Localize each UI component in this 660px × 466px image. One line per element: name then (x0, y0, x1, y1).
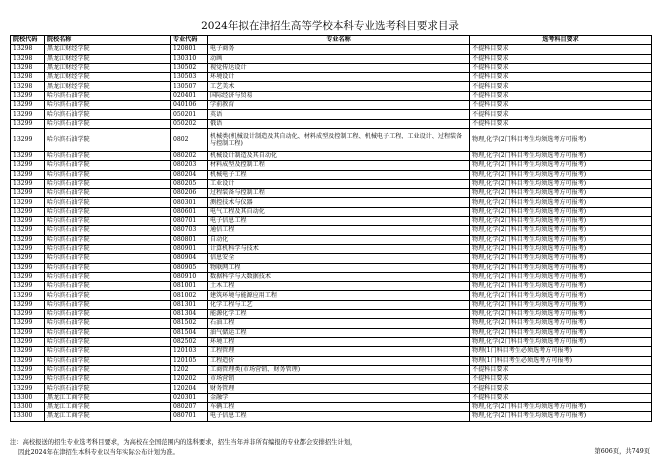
school-code-cell: 13299 (11, 375, 45, 384)
major-name-cell: 化学工程与工艺 (208, 300, 470, 309)
school-name-cell: 哈尔滨石油学院 (45, 384, 171, 393)
table-row (11, 82, 652, 91)
table-row (11, 291, 652, 300)
major-name-cell: 俄语 (208, 119, 470, 128)
major-code-cell: 080202 (171, 151, 208, 160)
table-row (11, 217, 652, 226)
major-name-cell: 视觉传达设计 (208, 63, 470, 72)
major-code-cell: 120103 (171, 347, 208, 356)
requirement-cell: 物理,化学(2门科目考生均须选考方可报考) (470, 263, 652, 272)
requirement-cell: 物理(1门科目考生必须选考方可报考) (470, 347, 652, 356)
major-name-cell: 英语 (208, 110, 470, 119)
major-name-cell: 国际经济与贸易 (208, 91, 470, 100)
school-code-cell: 13299 (11, 217, 45, 226)
major-code-cell: 080301 (171, 198, 208, 207)
major-code-cell: 080701 (171, 412, 208, 421)
major-name-cell: 工商管理类(市场营销、财务管理) (208, 365, 470, 374)
major-code-cell: 080207 (171, 402, 208, 411)
major-name-cell: 土木工程 (208, 282, 470, 291)
school-code-cell: 13298 (11, 45, 45, 54)
school-code-cell: 13299 (11, 101, 45, 110)
major-code-cell: 081502 (171, 319, 208, 328)
major-name-cell: 机械设计制造及其自动化 (208, 151, 470, 160)
major-code-cell: 080203 (171, 161, 208, 170)
school-code-cell: 13298 (11, 54, 45, 63)
requirement-cell: 物理,化学(2门科目考生均须选考方可报考) (470, 207, 652, 216)
major-name-cell: 自动化 (208, 235, 470, 244)
major-code-cell: 130310 (171, 54, 208, 63)
major-name-cell: 工业设计 (208, 179, 470, 188)
major-code-cell: 040106 (171, 101, 208, 110)
table-row (11, 319, 652, 328)
major-code-cell: 130507 (171, 82, 208, 91)
school-name-cell: 哈尔滨石油学院 (45, 207, 171, 216)
school-name-cell: 黑龙江工商学院 (45, 412, 171, 421)
requirement-cell: 物理,化学(2门科目考生均须选考方可报考) (470, 272, 652, 281)
requirement-cell: 物理,化学(2门科目考生均须选考方可报考) (470, 198, 652, 207)
requirement-cell: 不提科目要求 (470, 91, 652, 100)
major-name-cell: 数据科学与大数据技术 (208, 272, 470, 281)
school-code-cell: 13299 (11, 198, 45, 207)
requirement-cell: 物理,化学(2门科目考生均须选考方可报考) (470, 151, 652, 160)
requirement-cell: 物理(1门科目考生必须选考方可报考) (470, 356, 652, 365)
major-code-cell: 120202 (171, 375, 208, 384)
header-school-name: 院校名称 (45, 36, 171, 45)
school-name-cell: 哈尔滨石油学院 (45, 110, 171, 119)
school-name-cell: 黑龙江工商学院 (45, 393, 171, 402)
footnote-line-2: 因此2024年在津招生本科专业以当年实际公布计划为准。 (18, 448, 179, 456)
requirement-cell: 不提科目要求 (470, 73, 652, 82)
school-code-cell: 13299 (11, 151, 45, 160)
major-name-cell: 物联网工程 (208, 263, 470, 272)
requirement-cell: 物理,化学(2门科目考生均须选考方可报考) (470, 161, 652, 170)
school-name-cell: 哈尔滨石油学院 (45, 337, 171, 346)
school-code-cell: 13299 (11, 226, 45, 235)
school-code-cell: 13299 (11, 119, 45, 128)
school-name-cell: 哈尔滨石油学院 (45, 189, 171, 198)
school-name-cell: 哈尔滨石油学院 (45, 217, 171, 226)
major-name-cell: 信息安全 (208, 254, 470, 263)
table-row (11, 101, 652, 110)
table-row (11, 337, 652, 346)
table-row (11, 402, 652, 411)
requirement-cell: 物理,化学(2门科目考生均须选考方可报考) (470, 170, 652, 179)
footnote (10, 438, 356, 457)
school-code-cell: 13299 (11, 310, 45, 319)
table-row (11, 282, 652, 291)
table-row (11, 63, 652, 72)
major-code-cell: 080703 (171, 226, 208, 235)
school-name-cell: 黑龙江财经学院 (45, 63, 171, 72)
school-name-cell: 哈尔滨石油学院 (45, 319, 171, 328)
requirement-cell: 不提科目要求 (470, 375, 652, 384)
school-code-cell: 13299 (11, 110, 45, 119)
major-code-cell: 080204 (171, 170, 208, 179)
school-name-cell: 哈尔滨石油学院 (45, 263, 171, 272)
major-code-cell: 050201 (171, 110, 208, 119)
requirement-cell: 不提科目要求 (470, 101, 652, 110)
major-name-cell: 车辆工程 (208, 402, 470, 411)
table-row (11, 226, 652, 235)
school-name-cell: 黑龙江财经学院 (45, 45, 171, 54)
requirement-cell: 物理,化学(2门科目考生均须选考方可报考) (470, 310, 652, 319)
major-code-cell: 130503 (171, 73, 208, 82)
requirement-cell: 物理,化学(2门科目考生均须选考方可报考) (470, 337, 652, 346)
major-name-cell: 动画 (208, 54, 470, 63)
requirement-cell: 不提科目要求 (470, 45, 652, 54)
school-code-cell: 13299 (11, 384, 45, 393)
school-name-cell: 黑龙江财经学院 (45, 54, 171, 63)
major-code-cell: 081504 (171, 328, 208, 337)
major-name-cell: 学前教育 (208, 101, 470, 110)
table-row (11, 254, 652, 263)
school-name-cell: 哈尔滨石油学院 (45, 179, 171, 188)
major-code-cell: 080910 (171, 272, 208, 281)
major-code-cell: 120105 (171, 356, 208, 365)
school-name-cell: 黑龙江工商学院 (45, 402, 171, 411)
school-name-cell: 哈尔滨石油学院 (45, 91, 171, 100)
requirement-cell: 物理,化学(2门科目考生均须选考方可报考) (470, 254, 652, 263)
major-name-cell: 财务管理 (208, 384, 470, 393)
school-code-cell: 13299 (11, 291, 45, 300)
table-row (11, 365, 652, 374)
requirement-cell: 物理,化学(2门科目考生均须选考方可报考) (470, 235, 652, 244)
school-code-cell: 13299 (11, 272, 45, 281)
major-code-cell: 0802 (171, 128, 208, 151)
table-row (11, 161, 652, 170)
school-name-cell: 哈尔滨石油学院 (45, 328, 171, 337)
major-name-cell: 工程管理 (208, 347, 470, 356)
major-code-cell: 082502 (171, 337, 208, 346)
school-code-cell: 13299 (11, 170, 45, 179)
major-code-cell: 080801 (171, 235, 208, 244)
table-row (11, 179, 652, 188)
major-name-cell: 工艺美术 (208, 82, 470, 91)
requirement-cell: 物理,化学(2门科目考生均须选考方可报考) (470, 128, 652, 151)
major-code-cell: 080205 (171, 179, 208, 188)
table-row (11, 272, 652, 281)
school-name-cell: 哈尔滨石油学院 (45, 235, 171, 244)
major-code-cell: 080601 (171, 207, 208, 216)
page-title: 2024年拟在津招生高等学校本科专业选考科目要求目录 (201, 20, 459, 32)
major-name-cell: 金融学 (208, 393, 470, 402)
major-code-cell: 080901 (171, 244, 208, 253)
school-name-cell: 哈尔滨石油学院 (45, 356, 171, 365)
major-name-cell: 工程造价 (208, 356, 470, 365)
table-row (11, 244, 652, 253)
school-code-cell: 13299 (11, 319, 45, 328)
major-name-cell: 过程装备与控制工程 (208, 189, 470, 198)
school-name-cell: 哈尔滨石油学院 (45, 128, 171, 151)
school-code-cell: 13299 (11, 300, 45, 309)
major-code-cell: 1202 (171, 365, 208, 374)
school-code-cell: 13299 (11, 356, 45, 365)
school-code-cell: 13299 (11, 365, 45, 374)
table-row (11, 198, 652, 207)
table-row (11, 91, 652, 100)
requirement-cell: 物理,化学(2门科目考生均须选考方可报考) (470, 328, 652, 337)
school-name-cell: 哈尔滨石油学院 (45, 254, 171, 263)
major-code-cell: 080206 (171, 189, 208, 198)
school-code-cell: 13298 (11, 63, 45, 72)
table-row (11, 263, 652, 272)
requirement-cell: 不提科目要求 (470, 82, 652, 91)
school-code-cell: 13299 (11, 179, 45, 188)
table-row (11, 347, 652, 356)
requirement-cell: 不提科目要求 (470, 365, 652, 374)
major-code-cell: 020301 (171, 393, 208, 402)
major-code-cell: 080905 (171, 263, 208, 272)
school-code-cell: 13299 (11, 189, 45, 198)
major-code-cell: 020401 (171, 91, 208, 100)
major-name-cell: 电气工程及其自动化 (208, 207, 470, 216)
major-name-cell: 计算机科学与技术 (208, 244, 470, 253)
school-code-cell: 13298 (11, 82, 45, 91)
school-code-cell: 13299 (11, 263, 45, 272)
school-code-cell: 13299 (11, 235, 45, 244)
school-code-cell: 13298 (11, 73, 45, 82)
table-row (11, 128, 652, 151)
table-body (11, 45, 652, 421)
major-code-cell: 081001 (171, 282, 208, 291)
header-school-code: 院校代码 (11, 36, 45, 45)
requirement-cell: 物理,化学(2门科目考生均须选考方可报考) (470, 402, 652, 411)
table-row (11, 300, 652, 309)
requirement-cell: 物理,化学(2门科目考生均须选考方可报考) (470, 412, 652, 421)
table-row (11, 235, 652, 244)
requirement-cell: 物理,化学(2门科目考生均须选考方可报考) (470, 300, 652, 309)
major-name-cell: 电子信息工程 (208, 412, 470, 421)
school-name-cell: 哈尔滨石油学院 (45, 375, 171, 384)
requirement-cell: 物理,化学(2门科目考生均须选考方可报考) (470, 244, 652, 253)
requirement-cell: 不提科目要求 (470, 54, 652, 63)
table-row (11, 110, 652, 119)
requirement-cell: 不提科目要求 (470, 393, 652, 402)
table-row (11, 384, 652, 393)
school-code-cell: 13299 (11, 347, 45, 356)
table-row (11, 151, 652, 160)
requirement-cell: 物理,化学(2门科目考生均须选考方可报考) (470, 319, 652, 328)
requirement-cell: 不提科目要求 (470, 110, 652, 119)
school-code-cell: 13299 (11, 282, 45, 291)
major-name-cell: 机械电子工程 (208, 170, 470, 179)
requirement-cell: 不提科目要求 (470, 63, 652, 72)
footnote-line-1: 注：高校报送的招生专业选考科目要求，为高校在全国范围内的选科要求，招生当年并非所有编报的专业都会安排招生计划， (10, 439, 357, 446)
header-major-code: 专业代码 (171, 36, 208, 45)
table-row (11, 45, 652, 54)
school-code-cell: 13300 (11, 412, 45, 421)
table-row (11, 412, 652, 421)
requirements-table (10, 35, 652, 422)
school-name-cell: 哈尔滨石油学院 (45, 161, 171, 170)
requirement-cell: 物理,化学(2门科目考生均须选考方可报考) (470, 179, 652, 188)
major-name-cell: 能源化学工程 (208, 310, 470, 319)
school-code-cell: 13300 (11, 402, 45, 411)
school-code-cell: 13299 (11, 207, 45, 216)
table-header-row (11, 36, 652, 45)
school-code-cell: 13299 (11, 161, 45, 170)
requirement-cell: 物理,化学(2门科目考生均须选考方可报考) (470, 217, 652, 226)
requirement-cell: 物理,化学(2门科目考生均须选考方可报考) (470, 291, 652, 300)
school-name-cell: 哈尔滨石油学院 (45, 198, 171, 207)
table-row (11, 356, 652, 365)
school-name-cell: 哈尔滨石油学院 (45, 310, 171, 319)
school-name-cell: 哈尔滨石油学院 (45, 365, 171, 374)
requirement-cell: 物理,化学(2门科目考生均须选考方可报考) (470, 282, 652, 291)
school-code-cell: 13299 (11, 91, 45, 100)
major-name-cell: 机械类(机械设计制造及其自动化、材料成型及控制工程、机械电子工程、工业设计、过程装备与控制工程) (208, 128, 470, 151)
major-code-cell: 081002 (171, 291, 208, 300)
table-row (11, 393, 652, 402)
major-code-cell: 081304 (171, 310, 208, 319)
school-name-cell: 哈尔滨石油学院 (45, 282, 171, 291)
header-requirement: 选考科目要求 (470, 36, 652, 45)
header-major-name: 专业名称 (208, 36, 470, 45)
table-row (11, 54, 652, 63)
major-name-cell: 市场营销 (208, 375, 470, 384)
major-code-cell: 130502 (171, 63, 208, 72)
school-name-cell: 哈尔滨石油学院 (45, 151, 171, 160)
school-name-cell: 哈尔滨石油学院 (45, 101, 171, 110)
school-code-cell: 13299 (11, 337, 45, 346)
major-name-cell: 电子信息工程 (208, 217, 470, 226)
table-row (11, 189, 652, 198)
requirement-cell: 不提科目要求 (470, 384, 652, 393)
table-row (11, 207, 652, 216)
major-name-cell: 环境工程 (208, 337, 470, 346)
requirement-cell: 不提科目要求 (470, 119, 652, 128)
major-code-cell: 080701 (171, 217, 208, 226)
school-code-cell: 13299 (11, 128, 45, 151)
major-name-cell: 建筑环境与能源应用工程 (208, 291, 470, 300)
school-name-cell: 黑龙江财经学院 (45, 73, 171, 82)
school-name-cell: 哈尔滨石油学院 (45, 300, 171, 309)
school-name-cell: 哈尔滨石油学院 (45, 272, 171, 281)
school-name-cell: 哈尔滨石油学院 (45, 170, 171, 179)
major-code-cell: 120204 (171, 384, 208, 393)
school-name-cell: 哈尔滨石油学院 (45, 291, 171, 300)
major-code-cell: 080904 (171, 254, 208, 263)
table-row (11, 119, 652, 128)
school-name-cell: 哈尔滨石油学院 (45, 119, 171, 128)
major-name-cell: 油气储运工程 (208, 328, 470, 337)
major-name-cell: 石油工程 (208, 319, 470, 328)
page-number: 第606页，共749页 (594, 448, 650, 455)
major-code-cell: 081301 (171, 300, 208, 309)
major-name-cell: 电子商务 (208, 45, 470, 54)
major-name-cell: 环境设计 (208, 73, 470, 82)
table-row (11, 328, 652, 337)
major-name-cell: 材料成型及控制工程 (208, 161, 470, 170)
school-code-cell: 13299 (11, 328, 45, 337)
school-name-cell: 哈尔滨石油学院 (45, 347, 171, 356)
school-name-cell: 哈尔滨石油学院 (45, 226, 171, 235)
school-name-cell: 黑龙江财经学院 (45, 82, 171, 91)
school-code-cell: 13299 (11, 254, 45, 263)
table-row (11, 73, 652, 82)
school-name-cell: 哈尔滨石油学院 (45, 244, 171, 253)
table-row (11, 310, 652, 319)
requirement-cell: 物理,化学(2门科目考生均须选考方可报考) (470, 189, 652, 198)
table-row (11, 375, 652, 384)
major-name-cell: 测控技术与仪器 (208, 198, 470, 207)
major-name-cell: 通信工程 (208, 226, 470, 235)
major-code-cell: 120801 (171, 45, 208, 54)
school-code-cell: 13300 (11, 393, 45, 402)
school-code-cell: 13299 (11, 244, 45, 253)
table-row (11, 170, 652, 179)
requirement-cell: 物理,化学(2门科目考生均须选考方可报考) (470, 226, 652, 235)
major-code-cell: 050202 (171, 119, 208, 128)
